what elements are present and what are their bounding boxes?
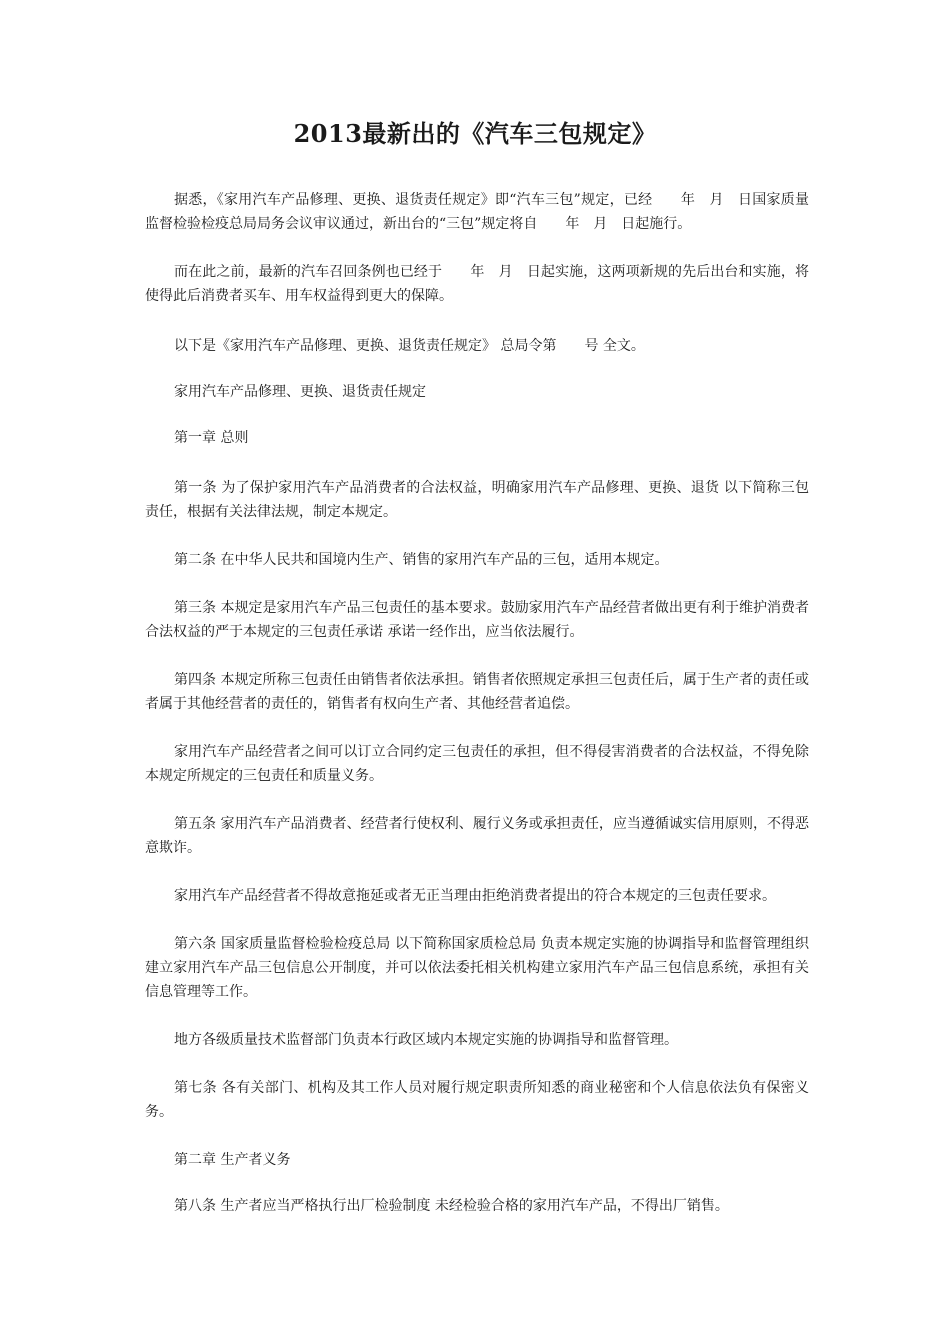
paragraph-intro: 据悉，《家用汽车产品修理、更换、退货责任规定》即“汽车三包”规定，已经 年 月 日国家质量监督检验检疫总局局务会议审议通过，新出台的“三包”规定将自 年 月 日起施行。 bbox=[145, 192, 809, 232]
article-4: 第四条 本规定所称三包责任由销售者依法承担。销售者依照规定承担三包责任后，属于生产者的责任或者属于其他经营者的责任的，销售者有权向生产者、其他经营者追偿。 bbox=[145, 672, 809, 712]
article-6-paragraph-2: 地方各级质量技术监督部门负责本行政区域内本规定实施的协调指导和监督管理。 bbox=[174, 1032, 678, 1048]
paragraph-fulltext-note: 以下是《家用汽车产品修理、更换、退货责任规定》 总局令第 号 全文。 bbox=[174, 338, 645, 354]
article-3: 第三条 本规定是家用汽车产品三包责任的基本要求。鼓励家用汽车产品经营者做出更有利于维护消费者合法权益的严于本规定的三包责任承诺 承诺一经作出，应当依法履行。 bbox=[145, 600, 809, 640]
article-5-paragraph-2: 家用汽车产品经营者不得故意拖延或者无正当理由拒绝消费者提出的符合本规定的三包责任要求。 bbox=[174, 888, 776, 904]
document-title: 2013最新出的《汽车三包规定》 bbox=[293, 119, 657, 148]
article-1: 第一条 为了保护家用汽车产品消费者的合法权益，明确家用汽车产品修理、更换、退货 以下简称三包 责任，根据有关法律法规，制定本规定。 bbox=[145, 480, 809, 520]
article-8: 第八条 生产者应当严格执行出厂检验制度 未经检验合格的家用汽车产品，不得出厂销售。 bbox=[174, 1198, 729, 1214]
article-6: 第六条 国家质量监督检验检疫总局 以下简称国家质检总局 负责本规定实施的协调指导和监督管理组织建立家用汽车产品三包信息公开制度，并可以依法委托相关机构建立家用汽车产品三包信息系统，承担有关信息管理等工作。 bbox=[145, 936, 809, 1000]
article-5: 第五条 家用汽车产品消费者、经营者行使权利、履行义务或承担责任，应当遵循诚实信用原则，不得恶意欺诈。 bbox=[145, 816, 809, 856]
chapter-1-heading: 第一章 总则 bbox=[174, 430, 249, 446]
article-2: 第二条 在中华人民共和国境内生产、销售的家用汽车产品的三包，适用本规定。 bbox=[174, 552, 669, 568]
regulation-title: 家用汽车产品修理、更换、退货责任规定 bbox=[174, 384, 426, 400]
paragraph-recall: 而在此之前，最新的汽车召回条例也已经于 年 月 日起实施，这两项新规的先后出台和实施，将使得此后消费者买车、用车权益得到更大的保障。 bbox=[145, 264, 809, 304]
article-4-paragraph-2: 家用汽车产品经营者之间可以订立合同约定三包责任的承担，但不得侵害消费者的合法权益，不得免除本规定所规定的三包责任和质量义务。 bbox=[145, 744, 809, 784]
article-7: 第七条 各有关部门、机构及其工作人员对履行规定职责所知悉的商业秘密和个人信息依法负有保密义务。 bbox=[145, 1080, 809, 1120]
chapter-2-heading: 第二章 生产者义务 bbox=[174, 1152, 291, 1168]
